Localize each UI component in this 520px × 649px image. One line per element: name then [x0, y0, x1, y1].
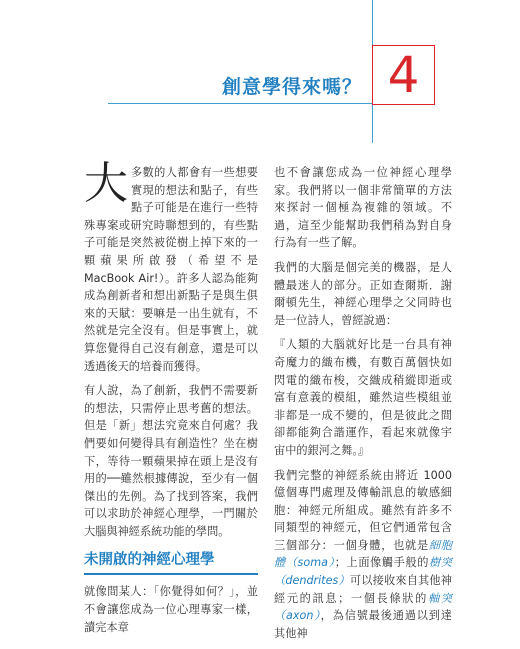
- chapter-title: 創意學得來嗎？: [221, 76, 362, 98]
- right-column: [274, 164, 452, 649]
- term-axon: 軸突（axon）: [274, 591, 452, 623]
- section-heading: 未開啟的神經心理學: [84, 552, 215, 569]
- intro-paragraph: [84, 158, 258, 375]
- term-dendrites: 樹突（dendrites）: [274, 556, 452, 588]
- left-column: [84, 158, 258, 643]
- chapter-number: 4: [387, 46, 420, 104]
- section-underline: [84, 573, 258, 575]
- chapter-number-box: [372, 45, 435, 105]
- header-horizontal-rule: [108, 103, 373, 104]
- neuron-paragraph: 我們完整的神經系統由將近 1000 億個專門處理及傳輸訊息的敏感細胞：神經元所組成。雖然有許多不同類型的神經元，但它們通常包含三個部分：一個身體，也就是細胞體（soma）；上面像觸手般的樹突（dendrites）可以接收來自其他神經元的訊息；一個長條狀的軸突（axon），為信號最後通過以到達其他神: [274, 468, 452, 640]
- intro-text: 多數的人都會有一些想要實現的想法和點子，有些點子可能是在進行一些特殊專案或研究時聯想到的，有些點子可能是突然被從樹上掉下來的一顆蘋果所啟發（希望不是 MacBook Air!）。許多人認為能夠成為創新者和想出新點子是與生俱來的天賦：要嘛是一出生就有，不然就是完全沒有。但是事實上，就算您覺得自己沒有創意，還是可以透過後天的培養而獲得。: [84, 166, 258, 373]
- body-paragraph: 也不會讓您成為一位神經心理學家。我們將以一個非常簡單的方法來探討一個極為複雜的領域。不過，這至少能幫助我們稍為對自身行為有一些了解。: [274, 166, 452, 250]
- drop-cap: 大: [84, 158, 128, 209]
- body-paragraph: 我們的大腦是個完美的機器，是人體最迷人的部分。正如查爾斯．謝爾頓先生，神經心理學之父同時也是一位詩人，曾經說過：: [274, 260, 452, 327]
- body-paragraph: 就像間某人：「你覺得如何？」，並不會讓您成為一位心理專家一樣，讀完本章: [84, 585, 258, 634]
- term-soma: 細胞體（soma）: [274, 538, 452, 570]
- body-paragraph: 有人說，為了創新，我們不需要新的想法，只需停止思考舊的想法。但是「新」想法究竟來自何處？我們要如何變得具有創造性？坐在樹下，等待一顆蘋果掉在頭上是沒有用的──雖然根據傳說，至少有一個傑出的先例。為了找到答案，我們可以求助於神經心理學，一門關於大腦與神經系統功能的學問。: [84, 384, 258, 538]
- quote-paragraph: 『人類的大腦就好比是一台具有神奇魔力的織布機，有數百萬個快如閃電的織布梭，交織成稍縱即逝或富有意義的模組，雖然這些模組並非都是一成不變的，但是彼此之間卻都能夠合諧運作，看起來就像宇宙中的銀河之舞。』: [274, 338, 452, 457]
